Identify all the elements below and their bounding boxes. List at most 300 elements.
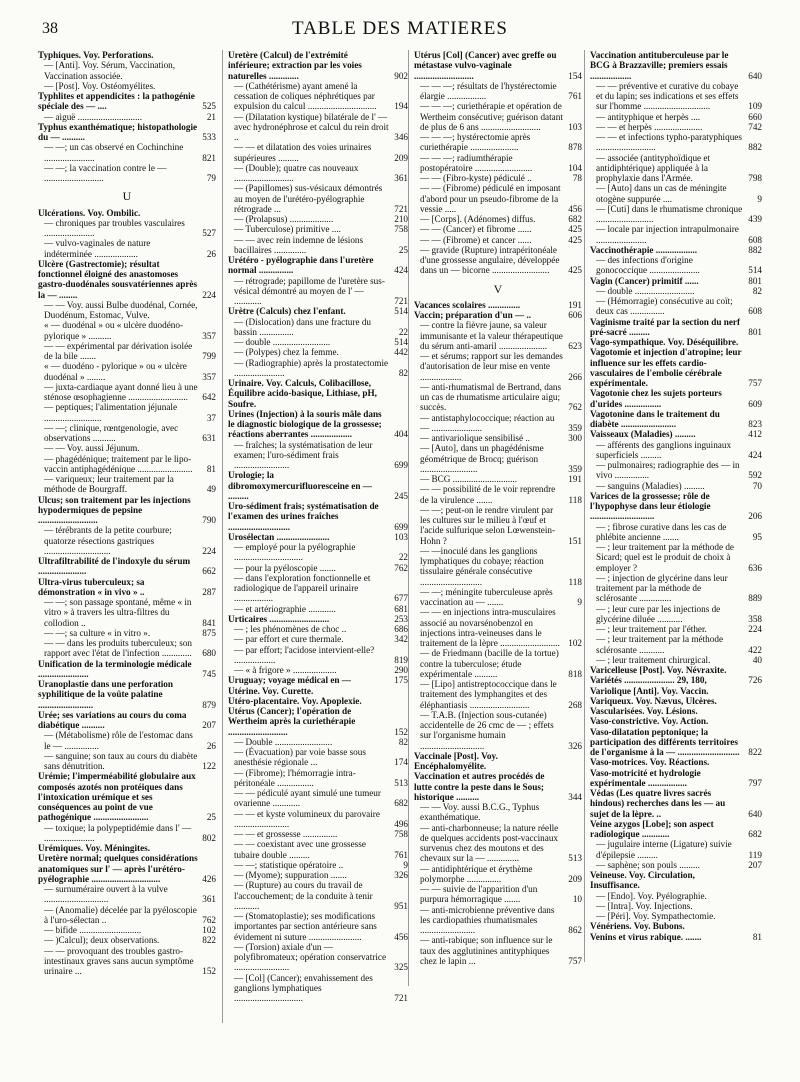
index-entry-page: 699 [394,460,408,470]
index-entry [590,624,762,634]
index-column-1 [38,50,216,976]
index-entry-text: — variqueux; leur traitement par la méthode de Bourgraff. [44,474,174,495]
index-entry-text: Venins et virus rabique. ....... [590,931,702,942]
index-entry-page: 245 [394,490,408,501]
index-entry-text: — fraîches; la systématisation de leur examen; l'uro-sédiment frais ........................ [234,439,373,470]
index-entry-text: — ; leur traitement par la méthode de Sicard; quel est le produit de choix à employer ? [596,542,735,573]
index-entry [414,320,582,351]
index-entry [414,751,582,772]
index-entry [414,224,582,234]
index-entry [590,132,762,153]
index-entry-text: — [Lipo] antistreptococcique dans le traitement des lymphangites et des éléphantiasis .......................... [420,679,557,710]
index-entry [590,860,762,870]
index-entry-text: — (Dilatation kystique) bilatérale de l' — avec hydronéphrose et calcul du rein droit .. [234,111,389,142]
index-entry [228,675,408,685]
index-entry-text: Ulcus; son traitement par les injections hypodermiques de pepsine .......................... [38,494,191,525]
index-entry-text: — double ......................... [234,337,331,347]
index-entry-text: — — en injections intra-musculaires associé au novarsénobenzol en injections intra-veineuses dans le traitement de la lèpre .......................... [420,607,560,648]
index-entry-text: Ulcère (Gastrectomie); résultat fonctionnel éloigné des anastomoses gastro-duodénales sousvatériennes après la — ........ [38,258,198,300]
index-entry [38,946,216,977]
index-entry-text: — — et infections typho-paratyphiques .......................... [596,132,742,153]
index-entry-page: 682 [568,214,582,224]
index-entry-page: 70 [752,480,762,491]
index-entry-text: Unification de la terminologie médicale ...................... [38,658,192,679]
index-entry-text: Ulcérations. Voy. Ombilic. [38,207,141,218]
running-title: TABLE DES MATIERES [292,18,508,39]
index-entry [590,429,762,439]
index-entry-page: 951 [394,900,408,911]
index-entry-page: 742 [748,121,762,132]
index-entry [38,423,216,444]
index-entry [414,173,582,183]
index-entry-text: — sanguine; son taux au cours du diabète sans dénutrition. [44,750,198,771]
index-entry-text: Vaso-motrices. Voy. Réactions. [590,757,710,768]
index-entry [228,409,408,440]
index-entry-text: — anti-rhumatismal de Bertrand, dans un cas de rhumatisme articulaire aigu; succès. [420,381,562,413]
index-entry [414,214,582,224]
index-entry [228,624,408,634]
index-entry [38,443,216,453]
index-entry [228,634,408,644]
index-entry [38,577,216,598]
index-entry-page: 40 [752,654,762,665]
index-entry [228,870,408,880]
index-entry-page: 606 [568,310,582,320]
index-entry-text: — — —; résultats de l'hystérectomie élargie ................. [420,80,557,101]
section-letter: V [493,281,503,296]
index-entry-text: — saphène; son pouls ......... [596,859,700,870]
index-entry-page: 253 [394,613,408,624]
index-entry [228,255,408,276]
index-entry-page: 425 [568,234,582,245]
index-entry-text: Ultrafiltrabilité de l'indoxyle du sérum ..................... [38,556,191,577]
index-entry-page: 721 [394,296,408,306]
index-entry-page: 359 [568,463,582,474]
section-letter: U [122,189,132,204]
index-entry-page: 527 [202,228,216,238]
index-entry-page: 882 [748,142,762,153]
index-entry [38,163,216,184]
index-entry-page: 681 [394,603,408,614]
index-entry-page: 514 [394,337,408,347]
index-entry-text: Vascularisées. Voy. Lésions. [590,706,698,716]
index-entry-page: 660 [748,111,762,122]
index-entry [414,413,582,434]
index-entry-page: 757 [568,955,582,966]
index-entry-text: Vaccination antituberculeuse par le BCG à Brazzaville; premiers essais .................. [590,50,729,81]
page-header [0,18,800,44]
index-entry [228,686,408,696]
index-entry-page: 287 [202,586,216,597]
index-entry-text: — antityphique et herpès .... [596,111,701,122]
index-entry [590,522,762,543]
index-entry-text: — — (Fibro-kyste) pédiculé .. [420,173,532,183]
index-entry-page: 640 [748,70,762,81]
index-entry [228,163,408,184]
index-entry-page: 862 [568,925,582,935]
index-entry [228,645,408,666]
index-entry-text: Ultra-virus tuberculeux; sa démonstration « in vivo » .. [38,576,145,597]
index-entry-text: — [Péri]. Voy. Sympathectomie. [596,911,716,921]
index-entry-text: — — et grossesse ............... [234,829,338,839]
index-entry-text: — par effort; l'acidose intervient-elle? .................. [234,644,375,665]
index-entry-page: 82 [398,367,408,378]
index-entry-text: — — et kyste volumineux du parovaire ........................ [234,808,380,829]
index-entry [38,628,216,638]
index-entry-page: 823 [748,419,762,429]
index-entry-page: 662 [202,566,216,577]
index-entry-page: 268 [568,699,582,710]
index-entry [228,942,408,973]
index-entry-text: Vaccination et autres procédés de lutte contre la peste dans le Sous; historique .......... [414,771,545,802]
index-entry-text: — (Prolapsus) ................... [234,214,334,224]
index-entry [38,771,216,822]
index-entry-page: 761 [568,91,582,101]
index-entry-text: — — provoquant des troubles gastro-intestinaux graves sans aucun symptôme urinaire ... [44,945,194,976]
index-entry [228,788,408,809]
index-entry [228,358,408,379]
index-entry-text: Vaisseaux (Maladies) ......... [590,429,696,440]
index-entry-text: — BCG ............................ [420,474,517,484]
index-entry [38,474,216,495]
index-entry-text: Vaso-constrictive. Voy. Action. [590,716,709,727]
index-entry [228,112,408,143]
index-entry [590,81,762,112]
index-entry-page: 699 [394,521,408,532]
index-entry [414,905,582,936]
index-entry [414,679,582,710]
index-entry [228,214,408,224]
index-entry-text: — [Col] (Cancer); envahissement des ganglions lymphatiques .............................. [234,972,373,1003]
index-entry [228,860,408,870]
index-entry-page: 636 [748,562,762,573]
index-entry-text: — [Cuti] dans le rhumatisme chronique ......................... [596,203,743,224]
index-entry [228,440,408,471]
index-entry-text: — —; la vaccination contre le — .......................... [44,162,167,183]
index-entry-text: Urémie; l'imperméabilité globulaire aux composés azotés non protéiques dans l'intoxication urémique et ses conséquences au point de vue pathogénique ........................ [38,771,196,823]
index-entry-text: — —; un cas observé en Cochinchine ...................... [44,142,184,163]
index-entry-page: 21 [206,111,216,122]
index-entry [414,607,582,648]
index-entry-page: 82 [752,285,762,296]
index-entry [228,696,408,706]
index-entry [590,901,762,911]
index-entry-page: 875 [202,627,216,638]
index-entry-page: 191 [568,474,582,484]
index-entry-page: 533 [202,132,216,142]
index-entry-text: — gravide (Rupture) intrapéritonéale d'une grossesse angulaire, développée dans un — bicorne ......................... [420,244,560,276]
index-entry-text: — (Double); quatre cas nouveaux .......................... [234,162,359,183]
index-entry [228,542,408,563]
index-entry-text: — — possibilité de le voir reprendre de la virulence ....... [420,484,556,505]
index-entry-text: Vénériens. Voy. Bubons. [590,921,685,932]
index-entry [38,679,216,710]
index-entry [590,604,762,625]
index-entry-text: — rétrograde; papillome de l'uretère sus-vésical démontré au moyen de l' — ............ [234,275,385,306]
index-entry-text: Typhiques. Voy. Perforations. [38,50,154,60]
index-entry-page: 9 [403,859,408,870]
index-entry-text: — employé pour la pyélographie .............................. [234,542,356,563]
index-entry-page: 762 [394,562,408,573]
index-entry-text: — — et dilatation des voies urinaires supérieures ......... [234,142,372,163]
index-entry-page: 79 [206,173,216,183]
index-entry-page: 801 [748,275,762,286]
index-entry [590,296,762,317]
index-entry [38,122,216,143]
index-entry-text: — jugulaire interne (Ligature) suivie d'épilepsie ......... [596,839,732,860]
index-entry-page: 640 [748,808,762,819]
index-entry [590,768,762,789]
index-entry-text: — [Anti]. Voy. Sérum, Vaccination, Vaccination associée. [44,60,176,81]
index-entry-page: 82 [398,736,408,747]
index-entry-page: 22 [398,326,408,337]
index-entry [38,853,216,884]
index-entry-page: 9 [577,597,582,607]
index-entry-text: Urémiques. Voy. Méningites. [38,843,151,853]
index-entry-page: 592 [748,470,762,481]
index-entry-page: 224 [748,624,762,634]
index-entry-text: Vaginisme traité par la section du nerf pré-sacré ......... [590,316,741,337]
index-entry-text: — —; son passage spontané, même « in vitro » à travers les ultra-filtres du collodion .. [44,597,192,628]
index-entry-text: Urètre (Calculs) chez l'enfant. [228,306,346,317]
index-entry-page: 290 [394,665,408,675]
index-entry-page: 210 [394,214,408,224]
index-entry-text: — vulvo-vaginales de nature indéterminée ................... [44,238,151,259]
index-entry-page: 721 [394,203,408,214]
index-entry-page: 109 [748,101,762,112]
index-entry [590,112,762,122]
index-entry-text: Urosélectan ....................... [228,531,330,542]
index-entry [414,884,582,905]
index-entry [228,665,408,675]
index-entry-text: Urée; ses variations au cours du coma diabétique .......... [38,709,187,730]
index-entry [590,337,762,347]
index-entry-page: 822 [202,935,216,946]
index-entry-text: — antivariolique sensibilisé .. [420,433,530,443]
index-entry [38,60,216,81]
index-entry-text: — [Intra]. Voy. Injections. [596,900,693,911]
index-entry [38,905,216,926]
index-entry [590,686,762,696]
index-entry-page: 456 [394,931,408,942]
index-entry-page: 798 [748,173,762,183]
index-entry-page: 879 [202,699,216,710]
index-entry-page: 882 [748,244,762,255]
index-entry-page: 799 [202,351,216,361]
index-entry-page: 525 [202,101,216,112]
index-entry [414,245,582,276]
index-entry [414,183,582,214]
index-entry-text: — — (Fibrome) et cancer ...... [420,234,532,245]
index-entry-text: Vaccin; préparation d'un — .. [414,310,532,320]
index-entry [228,768,408,789]
index-entry-page: 26 [206,740,216,751]
index-entry-text: Uro-sédiment frais; systématisation de l'examen des urines fraîches ........................... [228,501,379,532]
index-entry-text: — — pédiculé ayant simulé une tumeur ovarienne ............ [234,788,381,809]
index-entry-page: 361 [394,173,408,183]
index-entry-page: 745 [202,668,216,679]
index-entry-page: 686 [394,624,408,634]
index-entry-page: 174 [394,757,408,768]
index-entry [590,491,762,522]
index-entry [590,317,762,338]
index-entry [228,880,408,911]
index-entry-text: — — avec rein indemne de lésions bacillaires .............. [234,234,364,255]
index-entry [414,484,582,505]
index-entry-text: Utérus (Cancer); l'opération de Wertheim après la curiethérapie .......................... [228,706,356,737]
index-entry-text: — — coexistant avec une grossesse tubaire double ......... [234,839,366,860]
index-entry-page: 26 [206,248,216,259]
index-entry-page: 266 [568,371,582,382]
index-entry [590,696,762,706]
index-entry-text: — (Cathétérisme) ayant amené la cessation de coliques néphrétiques par expulsion du calcul .............................. [234,80,377,112]
index-entry-text: — Tuberculose) primitive .... [234,224,341,235]
index-entry-text: — locale par injection intrapulmonaire ...................... [596,224,739,245]
index-entry-text: — juxta-cardiaque ayant donné lieu à une sténose œsophagienne .......................... [44,381,198,402]
index-entry [228,337,408,347]
index-entry [228,737,408,747]
index-entry [38,81,216,91]
index-entry-text: — phagédénique; traitement par le lipo-vaccin antiphagédénique ........................ [44,453,193,474]
index-entry [590,819,762,840]
index-entry-page: 758 [394,829,408,839]
index-entry-text: Vaccinale [Post]. Voy. Encéphalomyélite. [414,750,498,771]
index-entry-text: Vagin (Cancer) primitif ...... [590,275,699,286]
index-entry-page: 207 [748,859,762,870]
index-entry-page: 680 [202,648,216,659]
index-entry-page: 175 [394,675,408,686]
index-entry [228,183,408,214]
index-entry-page: 357 [202,371,216,382]
index-entry-page: 424 [394,265,408,276]
index-entry-text: — afférents des ganglions inguinaux superficiels ......... [596,439,732,460]
index-entry-page: 439 [748,214,762,224]
index-entry [590,286,762,296]
index-entry-page: 10 [572,894,582,905]
index-entry-text: — et artériographie ............ [234,603,336,614]
index-entry-page: 326 [394,870,408,880]
index-entry-text: — (Évacuation) par voie basse sous anesthésie régionale ... [234,747,366,768]
index-entry-text: — par effort et cure thermale. [234,634,344,645]
index-entry-text: — — et herpès ..................... [596,121,703,132]
index-entry [38,525,216,556]
index-entry-text: — — (Cancer) et fibrome ...... [420,224,532,235]
index-entry [228,235,408,256]
index-entry [228,306,408,316]
index-entry-page: 326 [568,740,582,751]
index-entry-page: 513 [394,777,408,788]
index-entry-text: Veineuse. Voy. Circulation, Insuffisance. [590,870,695,891]
index-entry [414,546,582,587]
index-entry [590,204,762,225]
index-entry [228,706,408,737]
index-entry-text: Typhlites et appendicites : la pathogénie spéciale des — .... [38,91,195,112]
index-entry-page: 95 [752,531,762,542]
index-entry [228,347,408,357]
index-entry-text: — —; peut-on le rendre virulent par les cultures sur le milieu à l'œuf et l'acide sulfurique selon Lœwenstein-Hohn ? [420,504,556,546]
index-entry [228,604,408,614]
index-entry-page: 209 [568,873,582,884]
index-entry [228,911,408,942]
index-entry-text: Uretère normal; quelques considérations anatomiques sur l' — après l'urétéro-pyélographie .............................. [38,853,198,884]
index-entry-page: 762 [202,914,216,925]
index-entry-page: 721 [394,993,408,1003]
index-entry-text: — —; sa culture « in vitro ». [44,627,151,638]
index-entry [228,839,408,860]
index-entry [38,454,216,475]
index-entry [38,495,216,526]
index-entry [590,122,762,132]
index-entry [590,870,762,891]
index-entry-page: 797 [748,777,762,788]
index-entry [414,235,582,245]
index-entry [590,675,762,685]
index-entry-page: 325 [394,962,408,973]
index-entry [590,440,762,461]
index-entry [414,132,582,153]
index-entry-page: 425 [568,265,582,276]
index-entry [228,573,408,604]
index-entry-page: 151 [568,535,582,546]
index-entry-page: 802 [202,832,216,843]
index-entry [590,276,762,286]
index-entry-text: — ; leur traitement par la méthode sclérosante ........... [596,634,724,655]
index-entry [590,542,762,573]
index-entry-text: — double .......................... [596,285,695,296]
index-entry [590,388,762,409]
index-entry-text: — — expérimental par dérivation isolée de la bile ....... [44,340,193,361]
index-entry-page: 425 [568,224,582,235]
index-entry [228,50,408,81]
index-entry-page: 801 [748,326,762,337]
index-entry [590,839,762,860]
index-entry-page: 889 [748,593,762,604]
index-entry [414,802,582,823]
index-entry-text: — térébrants de la petite courbure; quatorze résections gastriques ............................. [44,525,172,556]
index-entry-page: 118 [568,576,582,587]
index-entry-page: 118 [568,494,582,505]
index-entry-text: — [Endo]. Voy. Pyélographie. [596,890,707,901]
index-entry-text: Vagotonie chez les sujets porteurs d'urides ................ [590,388,722,409]
index-entry [590,255,762,276]
index-entry-text: — — Voy. aussi Bulbe duodénal, Cornée, Duodénum, Estomac, Vulve. [44,299,198,320]
index-entry [38,659,216,680]
index-entry-text: Variétés ...................... 29, 180, [590,675,707,686]
index-entry [590,788,762,819]
index-entry [228,276,408,307]
index-entry-text: — chroniques par troubles vasculaires ...................... [44,217,185,238]
index-entry [590,409,762,430]
index-entry-text: Varices de la grossesse; rôle de l'hypophyse dans leur étiologie ............................ [590,490,711,522]
index-entry-text: Urticaires .......................... [228,613,330,624]
index-entry [414,771,582,802]
index-entry-text: — des infections d'origine gonococcique ...................... [596,255,700,276]
index-entry [414,351,582,382]
index-entry [414,864,582,885]
index-entry-page: 609 [748,398,762,409]
index-entry-text: — ; leur cure par les injections de glycérine diluée ........... [596,603,721,624]
index-entry-page: 513 [568,853,582,864]
index-entry-text: Utérus [Col] (Cancer) avec greffe ou métastase vulvo-vaginale .......................... [414,50,557,81]
index-entry-text: — aiguë ............................ [44,111,142,122]
index-entry [228,532,408,542]
index-entry [38,320,216,341]
index-entry-page: 623 [568,340,582,351]
index-entry [228,317,408,338]
index-entry [38,218,216,239]
index-column-4 [590,50,762,942]
index-entry [38,925,216,935]
